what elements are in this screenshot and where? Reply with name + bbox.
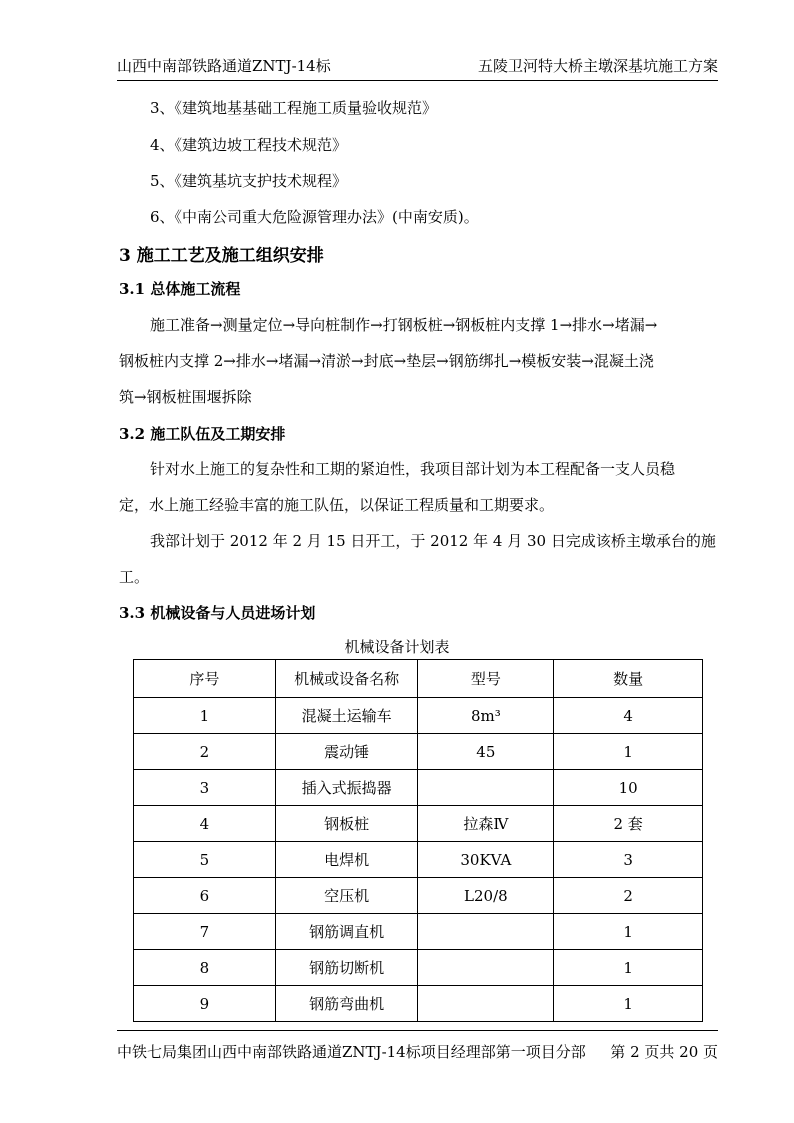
table-cell: 30KVA: [418, 842, 554, 878]
section-3-2-title: 3.2 施工队伍及工期安排: [119, 425, 286, 443]
table-cell: [418, 950, 554, 986]
table-cell: 9: [134, 986, 276, 1022]
table-cell: 空压机: [275, 878, 418, 914]
reference-item: 3、《建筑地基基础工程施工质量验收规范》: [150, 99, 438, 117]
table-cell: 4: [554, 698, 703, 734]
table-cell: 1: [134, 698, 276, 734]
header-right: 五陵卫河特大桥主墩深基坑施工方案: [477, 57, 718, 75]
table-cell: 1: [554, 914, 703, 950]
table-cell: 钢筋切断机: [275, 950, 418, 986]
flow-line: 筑→钢板桩围堰拆除: [119, 388, 252, 406]
table-row: [134, 734, 703, 770]
paragraph-line: 针对水上施工的复杂性和工期的紧迫性，我项目部计划为本工程配备一支人员稳: [150, 460, 676, 478]
table-cell: 插入式振捣器: [275, 770, 418, 806]
flow-line: 施工准备→测量定位→导向桩制作→打钢板桩→钢板桩内支撑 1→排水→堵漏→: [150, 316, 658, 334]
table-cell: 3: [554, 842, 703, 878]
table-cell: [418, 986, 554, 1022]
table-cell: 45: [418, 734, 554, 770]
table-row: [134, 986, 703, 1022]
column-header: 机械或设备名称: [275, 660, 418, 698]
column-header: 数量: [554, 660, 703, 698]
paragraph-line: 我部计划于 2012 年 2 月 15 日开工，于 2012 年 4 月 30 日完成该桥主墩承台的施: [150, 532, 716, 550]
footer-left: 中铁七局集团山西中南部铁路通道ZNTJ-14标项目经理部第一项目分部: [117, 1043, 586, 1061]
table-cell: 8m³: [418, 698, 554, 734]
reference-item: 6、《中南公司重大危险源管理办法》(中南安质)。: [150, 208, 479, 226]
table-cell: 电焊机: [275, 842, 418, 878]
table-cell: 3: [134, 770, 276, 806]
column-header: 型号: [418, 660, 554, 698]
section-3-title: 3 施工工艺及施工组织安排: [119, 246, 324, 266]
table-cell: 1: [554, 986, 703, 1022]
table-cell: 6: [134, 878, 276, 914]
table-row: [134, 842, 703, 878]
section-3-1-title: 3.1 总体施工流程: [119, 280, 241, 298]
table-cell: 2 套: [554, 806, 703, 842]
table-cell: 7: [134, 914, 276, 950]
page-header: [117, 56, 718, 81]
table-cell: L20/8: [418, 878, 554, 914]
flow-line: 钢板桩内支撑 2→排水→堵漏→清淤→封底→垫层→钢筋绑扎→模板安装→混凝土浇: [119, 352, 654, 370]
table-row: [134, 806, 703, 842]
table-cell: 2: [134, 734, 276, 770]
table-cell: [418, 770, 554, 806]
table-row: [134, 698, 703, 734]
table-cell: 1: [554, 734, 703, 770]
table-cell: 钢板桩: [275, 806, 418, 842]
table-row: [134, 770, 703, 806]
table-cell: [418, 914, 554, 950]
table-cell: 钢筋弯曲机: [275, 986, 418, 1022]
table-cell: 4: [134, 806, 276, 842]
page-footer: [117, 1030, 718, 1061]
table-cell: 2: [554, 878, 703, 914]
table-cell: 拉森Ⅳ: [418, 806, 554, 842]
table-cell: 10: [554, 770, 703, 806]
table-cell: 钢筋调直机: [275, 914, 418, 950]
table-cell: 混凝土运输车: [275, 698, 418, 734]
header-left: 山西中南部铁路通道ZNTJ-14标: [117, 57, 331, 75]
table-caption: 机械设备计划表: [344, 638, 450, 656]
table-cell: 1: [554, 950, 703, 986]
column-header: 序号: [134, 660, 276, 698]
table-cell: 5: [134, 842, 276, 878]
section-3-3-title: 3.3 机械设备与人员进场计划: [119, 604, 316, 622]
table-row: [134, 914, 703, 950]
table-cell: 震动锤: [275, 734, 418, 770]
table-header-row: [134, 660, 703, 698]
table-row: [134, 878, 703, 914]
paragraph-line: 工。: [119, 568, 150, 586]
reference-item: 4、《建筑边坡工程技术规范》: [150, 136, 348, 154]
equipment-table: [133, 659, 703, 1022]
table-cell: 8: [134, 950, 276, 986]
reference-item: 5、《建筑基坑支护技术规程》: [150, 172, 348, 190]
page-number: 第 2 页共 20 页: [610, 1043, 718, 1061]
table-row: [134, 950, 703, 986]
paragraph-line: 定，水上施工经验丰富的施工队伍，以保证工程质量和工期要求。: [119, 496, 555, 514]
